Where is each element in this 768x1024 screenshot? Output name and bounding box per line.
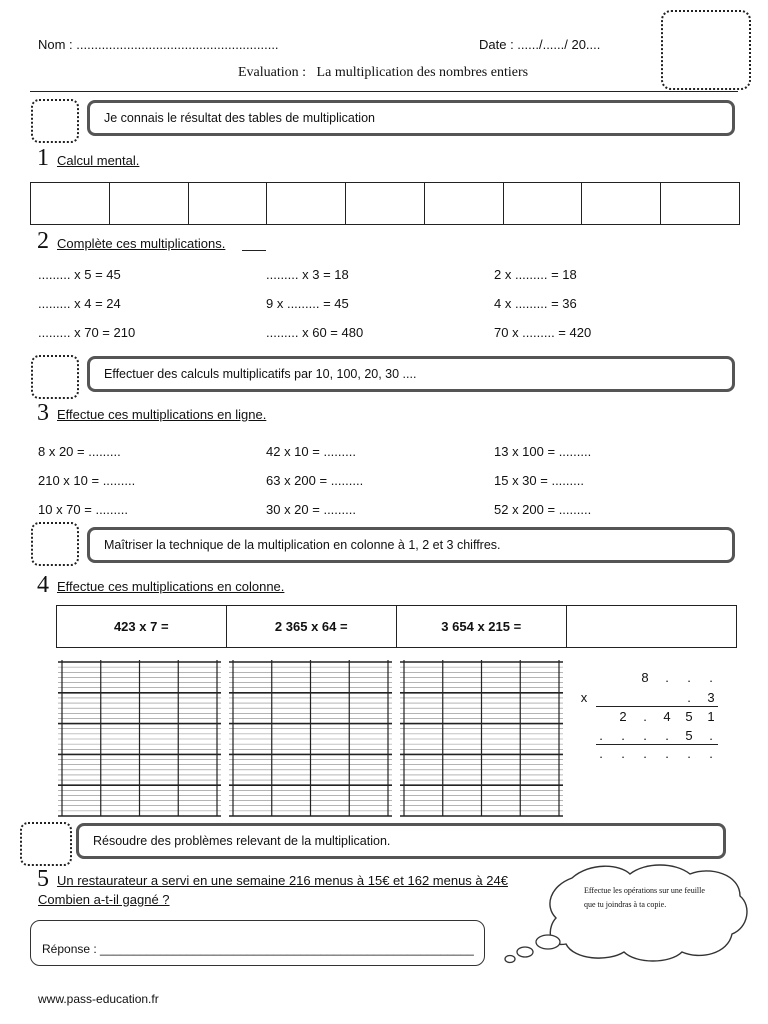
column-ops-table	[56, 605, 737, 648]
section-5-question: Combien a-t-il gagné ?	[38, 892, 170, 907]
answer-cell[interactable]	[582, 183, 661, 224]
skill-2-label: Effectuer des calculs multiplicatifs par 10, 100, 20, 30 ....	[104, 367, 417, 381]
ex3-item: 10 x 70 = .........	[38, 502, 128, 517]
answer-cell[interactable]	[189, 183, 268, 224]
title-prefix: Evaluation :	[238, 65, 307, 80]
skill-4-score-box[interactable]	[20, 822, 72, 866]
ex-digit: .	[599, 746, 603, 761]
section-2-title-rule	[242, 250, 266, 251]
footer-url: www.pass-education.fr	[38, 992, 159, 1006]
ex3-item: 52 x 200 = .........	[494, 502, 592, 517]
name-field[interactable]: Nom : ........................................................	[38, 37, 279, 52]
title-text: La multiplication des nombres entiers	[316, 65, 529, 80]
section-2-title: Complète ces multiplications.	[57, 236, 226, 251]
grade-box[interactable]	[661, 10, 751, 90]
ex-digit: .	[643, 728, 647, 743]
answer-label: Réponse : ________________________________________________________	[42, 942, 474, 956]
skill-4-label: Résoudre des problèmes relevant de la multiplication.	[93, 834, 391, 848]
skill-2-score-box[interactable]	[31, 355, 79, 399]
ex2-item: 9 x ......... = 45	[266, 296, 349, 311]
ex-digit: .	[643, 746, 647, 761]
section-1-number: 1	[37, 145, 49, 171]
answer-cell[interactable]	[31, 183, 110, 224]
skill-2-box	[87, 356, 735, 392]
op-cell-3: 3 654 x 215 =	[397, 606, 567, 647]
mental-calc-grid	[30, 182, 740, 225]
ex-digit: .	[621, 728, 625, 743]
section-5-title: Un restaurateur a servi en une semaine 216 menus à 15€ et 162 menus à 24€	[57, 873, 508, 888]
ex-rule-1	[596, 706, 718, 707]
bubble-text: Effectue les opérations sur une feuille que tu joindras à ta copie.	[584, 886, 705, 909]
ex3-item: 30 x 20 = .........	[266, 502, 356, 517]
answer-cell[interactable]	[267, 183, 346, 224]
page-title	[238, 65, 528, 81]
bubble-dot	[536, 935, 560, 949]
ex-digit: .	[709, 746, 713, 761]
ex-digit: .	[643, 709, 647, 724]
answer-cell[interactable]	[661, 183, 739, 224]
ex2-item: 2 x ......... = 18	[494, 267, 577, 282]
answer-cell[interactable]	[110, 183, 189, 224]
ex-digit: 4	[663, 709, 671, 724]
bubble-cloud	[550, 865, 747, 961]
answer-cell[interactable]	[504, 183, 583, 224]
ex2-item: ......... x 70 = 210	[38, 325, 136, 340]
section-1-title: Calcul mental.	[57, 153, 140, 168]
answer-cell[interactable]	[346, 183, 425, 224]
ex2-item: 70 x ......... = 420	[494, 325, 592, 340]
ex-digit: 2	[619, 709, 627, 724]
section-2-number: 2	[37, 228, 49, 254]
answer-cell[interactable]	[425, 183, 504, 224]
ex-digit: 1	[707, 709, 715, 724]
date-field[interactable]: Date : ....../....../ 20....	[479, 37, 601, 52]
ex2-item: ......... x 4 = 24	[38, 296, 121, 311]
ex-digit: .	[665, 670, 669, 685]
skill-1-score-box[interactable]	[31, 99, 79, 143]
graph-grid-3[interactable]	[400, 660, 566, 820]
ex-digit: 3	[707, 690, 715, 705]
graph-grid-2[interactable]	[229, 660, 395, 820]
ex3-item: 42 x 10 = .........	[266, 444, 356, 459]
ex-digit: .	[665, 728, 669, 743]
ex-digit: .	[665, 746, 669, 761]
ex3-item: 8 x 20 = .........	[38, 444, 121, 459]
op-cell-4	[567, 606, 737, 647]
bubble-dot	[505, 956, 515, 963]
ex-digit: 5	[685, 709, 693, 724]
ex-digit: .	[709, 728, 713, 743]
ex2-item: ......... x 5 = 45	[38, 267, 121, 282]
ex3-item: 13 x 100 = .........	[494, 444, 592, 459]
ex-digit: .	[599, 728, 603, 743]
ex3-item: 210 x 10 = .........	[38, 473, 136, 488]
section-3-title: Effectue ces multiplications en ligne.	[57, 407, 267, 422]
bubble-dot	[517, 947, 533, 957]
ex3-item: 15 x 30 = .........	[494, 473, 584, 488]
ex2-item: ......... x 3 = 18	[266, 267, 349, 282]
op-cell-1: 423 x 7 =	[57, 606, 227, 647]
ex-operator: x	[580, 690, 588, 705]
ex-digit: .	[687, 670, 691, 685]
skill-4-box	[76, 823, 726, 859]
skill-1-box	[87, 100, 735, 136]
header-rule	[30, 91, 738, 92]
skill-3-label: Maîtriser la technique de la multiplication en colonne à 1, 2 et 3 chiffres.	[104, 538, 501, 552]
ex-rule-2	[596, 744, 718, 745]
ex2-item: ......... x 60 = 480	[266, 325, 364, 340]
ex-digit: .	[621, 746, 625, 761]
section-3-number: 3	[37, 400, 49, 426]
ex-digit: .	[709, 670, 713, 685]
ex-digit: 5	[685, 728, 693, 743]
ex-digit: 8	[641, 670, 649, 685]
thought-bubble	[500, 862, 752, 966]
section-4-title: Effectue ces multiplications en colonne.	[57, 579, 285, 594]
ex-digit: .	[687, 690, 691, 705]
ex3-item: 63 x 200 = .........	[266, 473, 364, 488]
graph-grid-1[interactable]	[58, 660, 224, 820]
skill-1-label: Je connais le résultat des tables de multiplication	[104, 111, 375, 125]
op-cell-2: 2 365 x 64 =	[227, 606, 398, 647]
section-4-number: 4	[37, 572, 49, 598]
ex2-item: 4 x ......... = 36	[494, 296, 577, 311]
skill-3-score-box[interactable]	[31, 522, 79, 566]
section-5-number: 5	[37, 866, 49, 892]
ex-digit: .	[687, 746, 691, 761]
skill-3-box	[87, 527, 735, 563]
